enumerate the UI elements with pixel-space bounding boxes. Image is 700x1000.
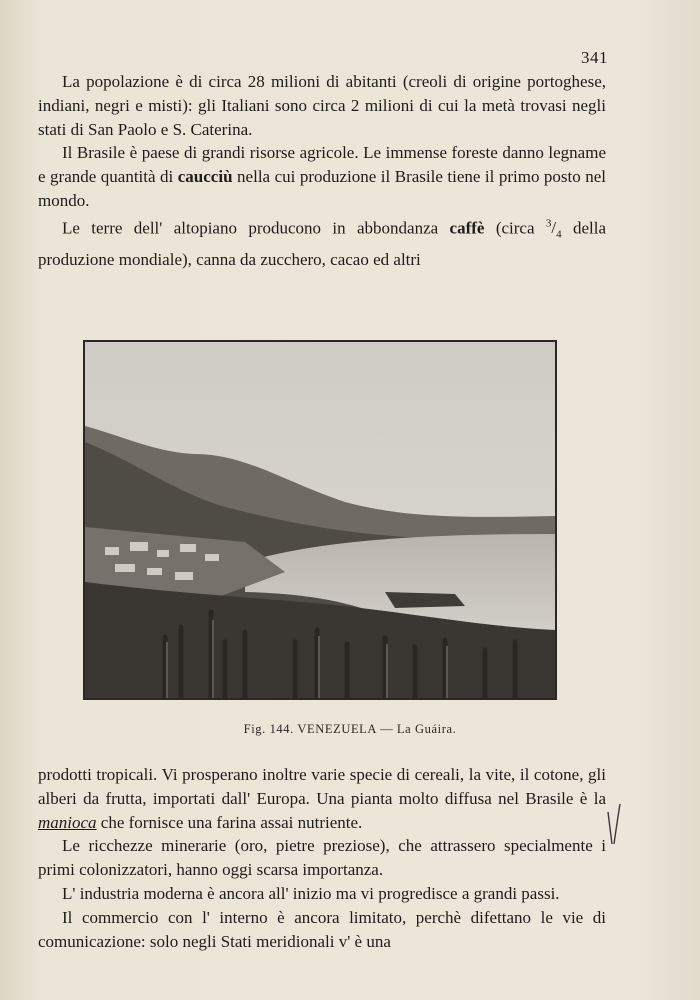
paragraph-text: Il commercio con l' interno è ancora limitato, perchè difettano le vie di comunicazione: solo negli Stati meridionali v' è una — [38, 907, 606, 951]
paragraph-text: L' industria moderna è ancora all' inizio ma vi progredisce a grandi passi. — [62, 883, 560, 903]
paragraph-text: della produzione mondiale), canna da zucchero, cacao ed altri — [38, 218, 607, 269]
paragraph-text: prodotti tropicali. Vi prosperano inoltre varie specie di cereali, la vite, il cotone, gli alberi da frutta, importati dall' Europa. Una pianta molto diffusa nel Brasile è la — [38, 765, 606, 808]
bottom-text-block — [38, 763, 606, 953]
paragraph — [38, 882, 606, 906]
paragraph — [38, 141, 606, 212]
paragraph-text: La popolazione è di circa 28 milioni di abitanti (creoli di origine portoghese, indiani, negri e misti): gli Italiani sono circa 2 milioni di cui la metà trovasi negli stati di San Paolo e S. Caterina. — [38, 72, 606, 139]
paragraph — [38, 763, 606, 834]
fraction-numerator: 3 — [545, 217, 552, 230]
paragraph-text: Le terre dell' altopiano producono in abbondanza — [62, 218, 439, 238]
paragraph-text: Le ricchezze minerarie (oro, pietre preziose), che attrassero specialmente i primi colonizzatori, hanno oggi scarsa importanza. — [38, 836, 606, 880]
landscape-photo — [85, 342, 555, 698]
pier-roof — [385, 592, 465, 608]
bold-term: caucciù — [177, 167, 233, 187]
paragraph — [38, 906, 606, 954]
fraction: $^3/_4$ — [545, 217, 562, 241]
page-number: 341 — [581, 48, 608, 67]
paragraph-text: (circa — [495, 218, 535, 238]
paragraph-text: che fornisce una farina assai nutriente. — [100, 812, 363, 832]
paragraph — [38, 834, 606, 882]
underlined-term: manioca — [38, 812, 97, 832]
figure-caption: Fig. 144. VENEZUELA — La Guáira. — [243, 722, 457, 736]
paragraph-text: nella cui produzione il Brasile tiene il primo posto nel mondo. — [38, 167, 607, 210]
figure-photo — [83, 340, 557, 700]
bold-term: caffè — [449, 218, 485, 238]
paragraph — [38, 213, 606, 272]
paragraph — [38, 70, 606, 141]
top-text-block — [38, 70, 606, 271]
pencil-margin-mark — [604, 800, 624, 850]
fraction-denominator: 4 — [556, 228, 562, 241]
paragraph-text: Il Brasile è paese di grandi risorse agricole. Le immense foreste danno legname e grande quantità di — [38, 143, 606, 187]
